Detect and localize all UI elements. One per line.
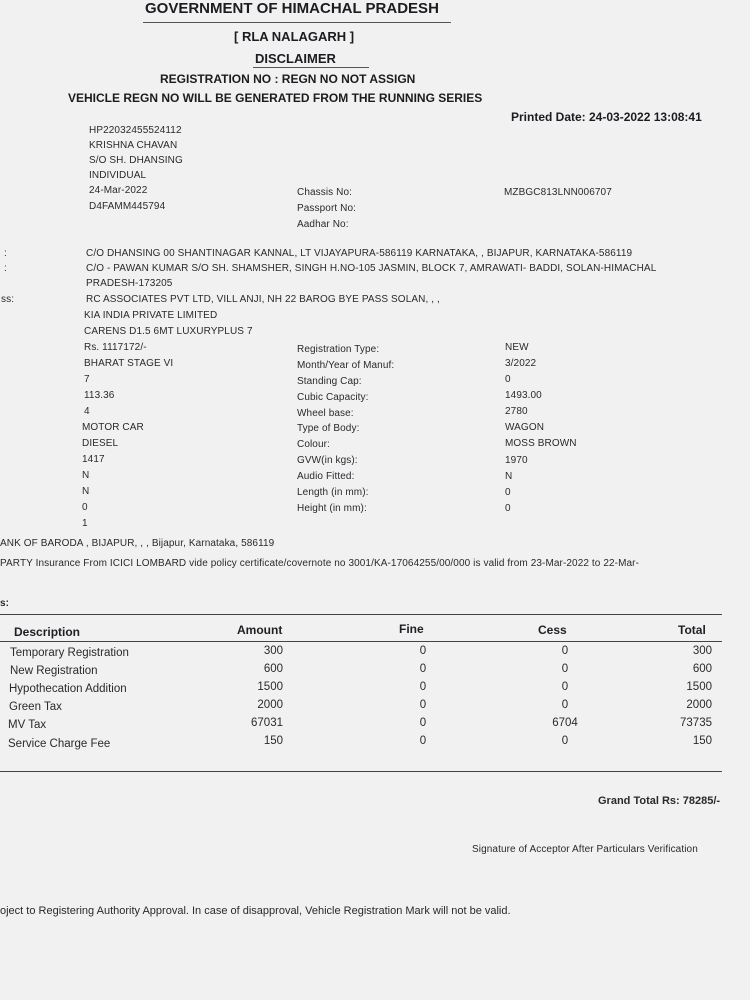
- gvw-value: 1970: [505, 455, 528, 466]
- temporary-address-prefix: :: [4, 263, 7, 274]
- wheel-base-label: Wheel base:: [297, 408, 354, 419]
- permanent-address: C/O DHANSING 00 SHANTINAGAR KANNAL, LT VIJAYAPURA-586119 KARNATAKA, , BIJAPUR, KARNATAKA-586119: [86, 248, 633, 259]
- body-type-label: Type of Body:: [297, 423, 360, 434]
- left-value-11: 0: [82, 502, 88, 513]
- height-value: 0: [505, 503, 511, 514]
- row-total: 300: [692, 645, 712, 657]
- row-description: Green Tax: [9, 701, 62, 713]
- fuel-type: DIESEL: [82, 438, 119, 449]
- length-value: 0: [505, 487, 511, 498]
- row-amount: 2000: [257, 699, 283, 711]
- left-value-8: 1417: [82, 454, 105, 465]
- left-value-5: 4: [84, 406, 90, 417]
- insurance-details: PARTY Insurance From ICICI LOMBARD vide policy certificate/covernote no 3001/KA-17064255/00/000 is valid from 23-Mar-2022 to 22-Mar-: [0, 558, 640, 569]
- dealer-prefix: ss:: [1, 294, 15, 305]
- fees-table-bottom-rule: [0, 771, 722, 772]
- office-name: [ RLA NALAGARH ]: [234, 29, 355, 44]
- row-description: Hypothecation Addition: [9, 683, 127, 695]
- owner-relation: S/O SH. DHANSING: [89, 155, 183, 166]
- fees-table-top-rule: [0, 614, 722, 615]
- signature-line: Signature of Acceptor After Particulars Verification: [472, 844, 698, 855]
- colour-value: MOSS BROWN: [505, 438, 577, 449]
- manufacture-date-label: Month/Year of Manuf:: [297, 360, 395, 371]
- application-date: 24-Mar-2022: [89, 185, 148, 196]
- row-description: New Registration: [10, 665, 98, 677]
- standing-capacity-label: Standing Cap:: [297, 376, 362, 387]
- row-total: 1500: [686, 681, 712, 693]
- passport-label: Passport No:: [297, 203, 357, 214]
- row-total: 2000: [686, 699, 712, 711]
- row-cess: 0: [561, 699, 569, 711]
- row-amount: 1500: [257, 681, 283, 693]
- wheel-base-value: 2780: [505, 406, 528, 417]
- standing-capacity-value: 0: [505, 374, 511, 385]
- disclaimer-title: DISCLAIMER: [255, 51, 336, 66]
- header-cess: Cess: [538, 623, 567, 637]
- row-fine: 0: [419, 663, 427, 675]
- registration-type-label: Registration Type:: [297, 344, 380, 355]
- row-amount: 600: [263, 663, 283, 675]
- cubic-capacity-label: Cubic Capacity:: [297, 392, 369, 403]
- hypothecation-bank: ANK OF BARODA , BIJAPUR, , , Bijapur, Karnataka, 586119: [0, 538, 275, 549]
- row-cess: 0: [561, 663, 569, 675]
- aadhar-label: Aadhar No:: [297, 219, 349, 230]
- row-cess: 6704: [552, 717, 578, 729]
- registration-type-value: NEW: [505, 342, 529, 353]
- owner-id: D4FAMM445794: [89, 201, 166, 212]
- manufacture-date-value: 3/2022: [505, 358, 537, 369]
- row-fine: 0: [419, 717, 427, 729]
- approval-note: oject to Registering Authority Approval. In case of disapproval, Vehicle Registration Mark will not be valid.: [0, 905, 511, 917]
- left-value-3: 7: [84, 374, 90, 385]
- colour-label: Colour:: [297, 439, 330, 450]
- application-number: HP22032455524112: [89, 125, 182, 136]
- left-value-9: N: [82, 470, 90, 481]
- vehicle-class: MOTOR CAR: [82, 422, 144, 433]
- vehicle-maker: KIA INDIA PRIVATE LIMITED: [84, 310, 218, 321]
- vehicle-model: CARENS D1.5 6MT LUXURYPLUS 7: [84, 326, 253, 337]
- audio-fitted-label: Audio Fitted:: [297, 471, 355, 482]
- left-value-10: N: [82, 486, 90, 497]
- row-cess: 0: [561, 645, 569, 657]
- vehicle-price: Rs. 1117172/-: [84, 342, 147, 353]
- header-fine: Fine: [399, 622, 424, 636]
- row-cess: 0: [561, 735, 569, 747]
- row-amount: 150: [263, 735, 283, 747]
- temporary-address-line-2: PRADESH-173205: [86, 278, 173, 289]
- registration-number-line: REGISTRATION NO : REGN NO NOT ASSIGN: [160, 72, 416, 86]
- length-label: Length (in mm):: [297, 487, 369, 498]
- permanent-address-prefix: :: [4, 248, 7, 259]
- grand-total: Grand Total Rs: 78285/-: [598, 795, 721, 807]
- printed-date: Printed Date: 24-03-2022 13:08:41: [511, 110, 702, 124]
- row-total: 150: [692, 735, 712, 747]
- row-amount: 300: [263, 645, 283, 657]
- row-fine: 0: [419, 735, 427, 747]
- title-underline: [143, 22, 451, 23]
- owner-name: KRISHNA CHAVAN: [89, 140, 178, 151]
- government-title: GOVERNMENT OF HIMACHAL PRADESH: [145, 0, 439, 17]
- temporary-address-line-1: C/O - PAWAN KUMAR S/O SH. SHAMSHER, SINGH H.NO-105 JASMIN, BLOCK 7, AMRAWATI- BADDI, SOLAN-HIMACHAL: [86, 263, 657, 274]
- row-total: 73735: [680, 717, 712, 729]
- row-fine: 0: [419, 645, 427, 657]
- gvw-label: GVW(in kgs):: [297, 455, 358, 466]
- ownership-type: INDIVIDUAL: [89, 170, 147, 181]
- disclaimer-underline: [253, 67, 369, 68]
- row-description: Service Charge Fee: [8, 738, 111, 750]
- header-description: Description: [14, 625, 81, 639]
- row-fine: 0: [419, 681, 427, 693]
- left-value-4: 113.36: [84, 390, 115, 401]
- chassis-label: Chassis No:: [297, 187, 353, 198]
- cubic-capacity-value: 1493.00: [505, 390, 542, 401]
- fees-table-header-rule: [0, 641, 722, 642]
- audio-fitted-value: N: [505, 471, 513, 482]
- body-type-value: WAGON: [505, 422, 545, 433]
- row-description: Temporary Registration: [10, 647, 129, 659]
- row-fine: 0: [419, 699, 427, 711]
- row-amount: 67031: [251, 717, 283, 729]
- row-total: 600: [692, 663, 712, 675]
- running-series-line: VEHICLE REGN NO WILL BE GENERATED FROM THE RUNNING SERIES: [68, 91, 483, 105]
- dealer-address: RC ASSOCIATES PVT LTD, VILL ANJI, NH 22 BAROG BYE PASS SOLAN, , ,: [86, 294, 440, 305]
- row-description: MV Tax: [8, 719, 47, 731]
- header-amount: Amount: [237, 623, 283, 637]
- fees-section-label: s:: [0, 598, 10, 609]
- emission-norm: BHARAT STAGE VI: [84, 358, 174, 369]
- left-value-12: 1: [82, 518, 88, 529]
- chassis-value: MZBGC813LNN006707: [504, 187, 612, 198]
- height-label: Height (in mm):: [297, 503, 367, 514]
- header-total: Total: [678, 623, 706, 637]
- row-cess: 0: [561, 681, 569, 693]
